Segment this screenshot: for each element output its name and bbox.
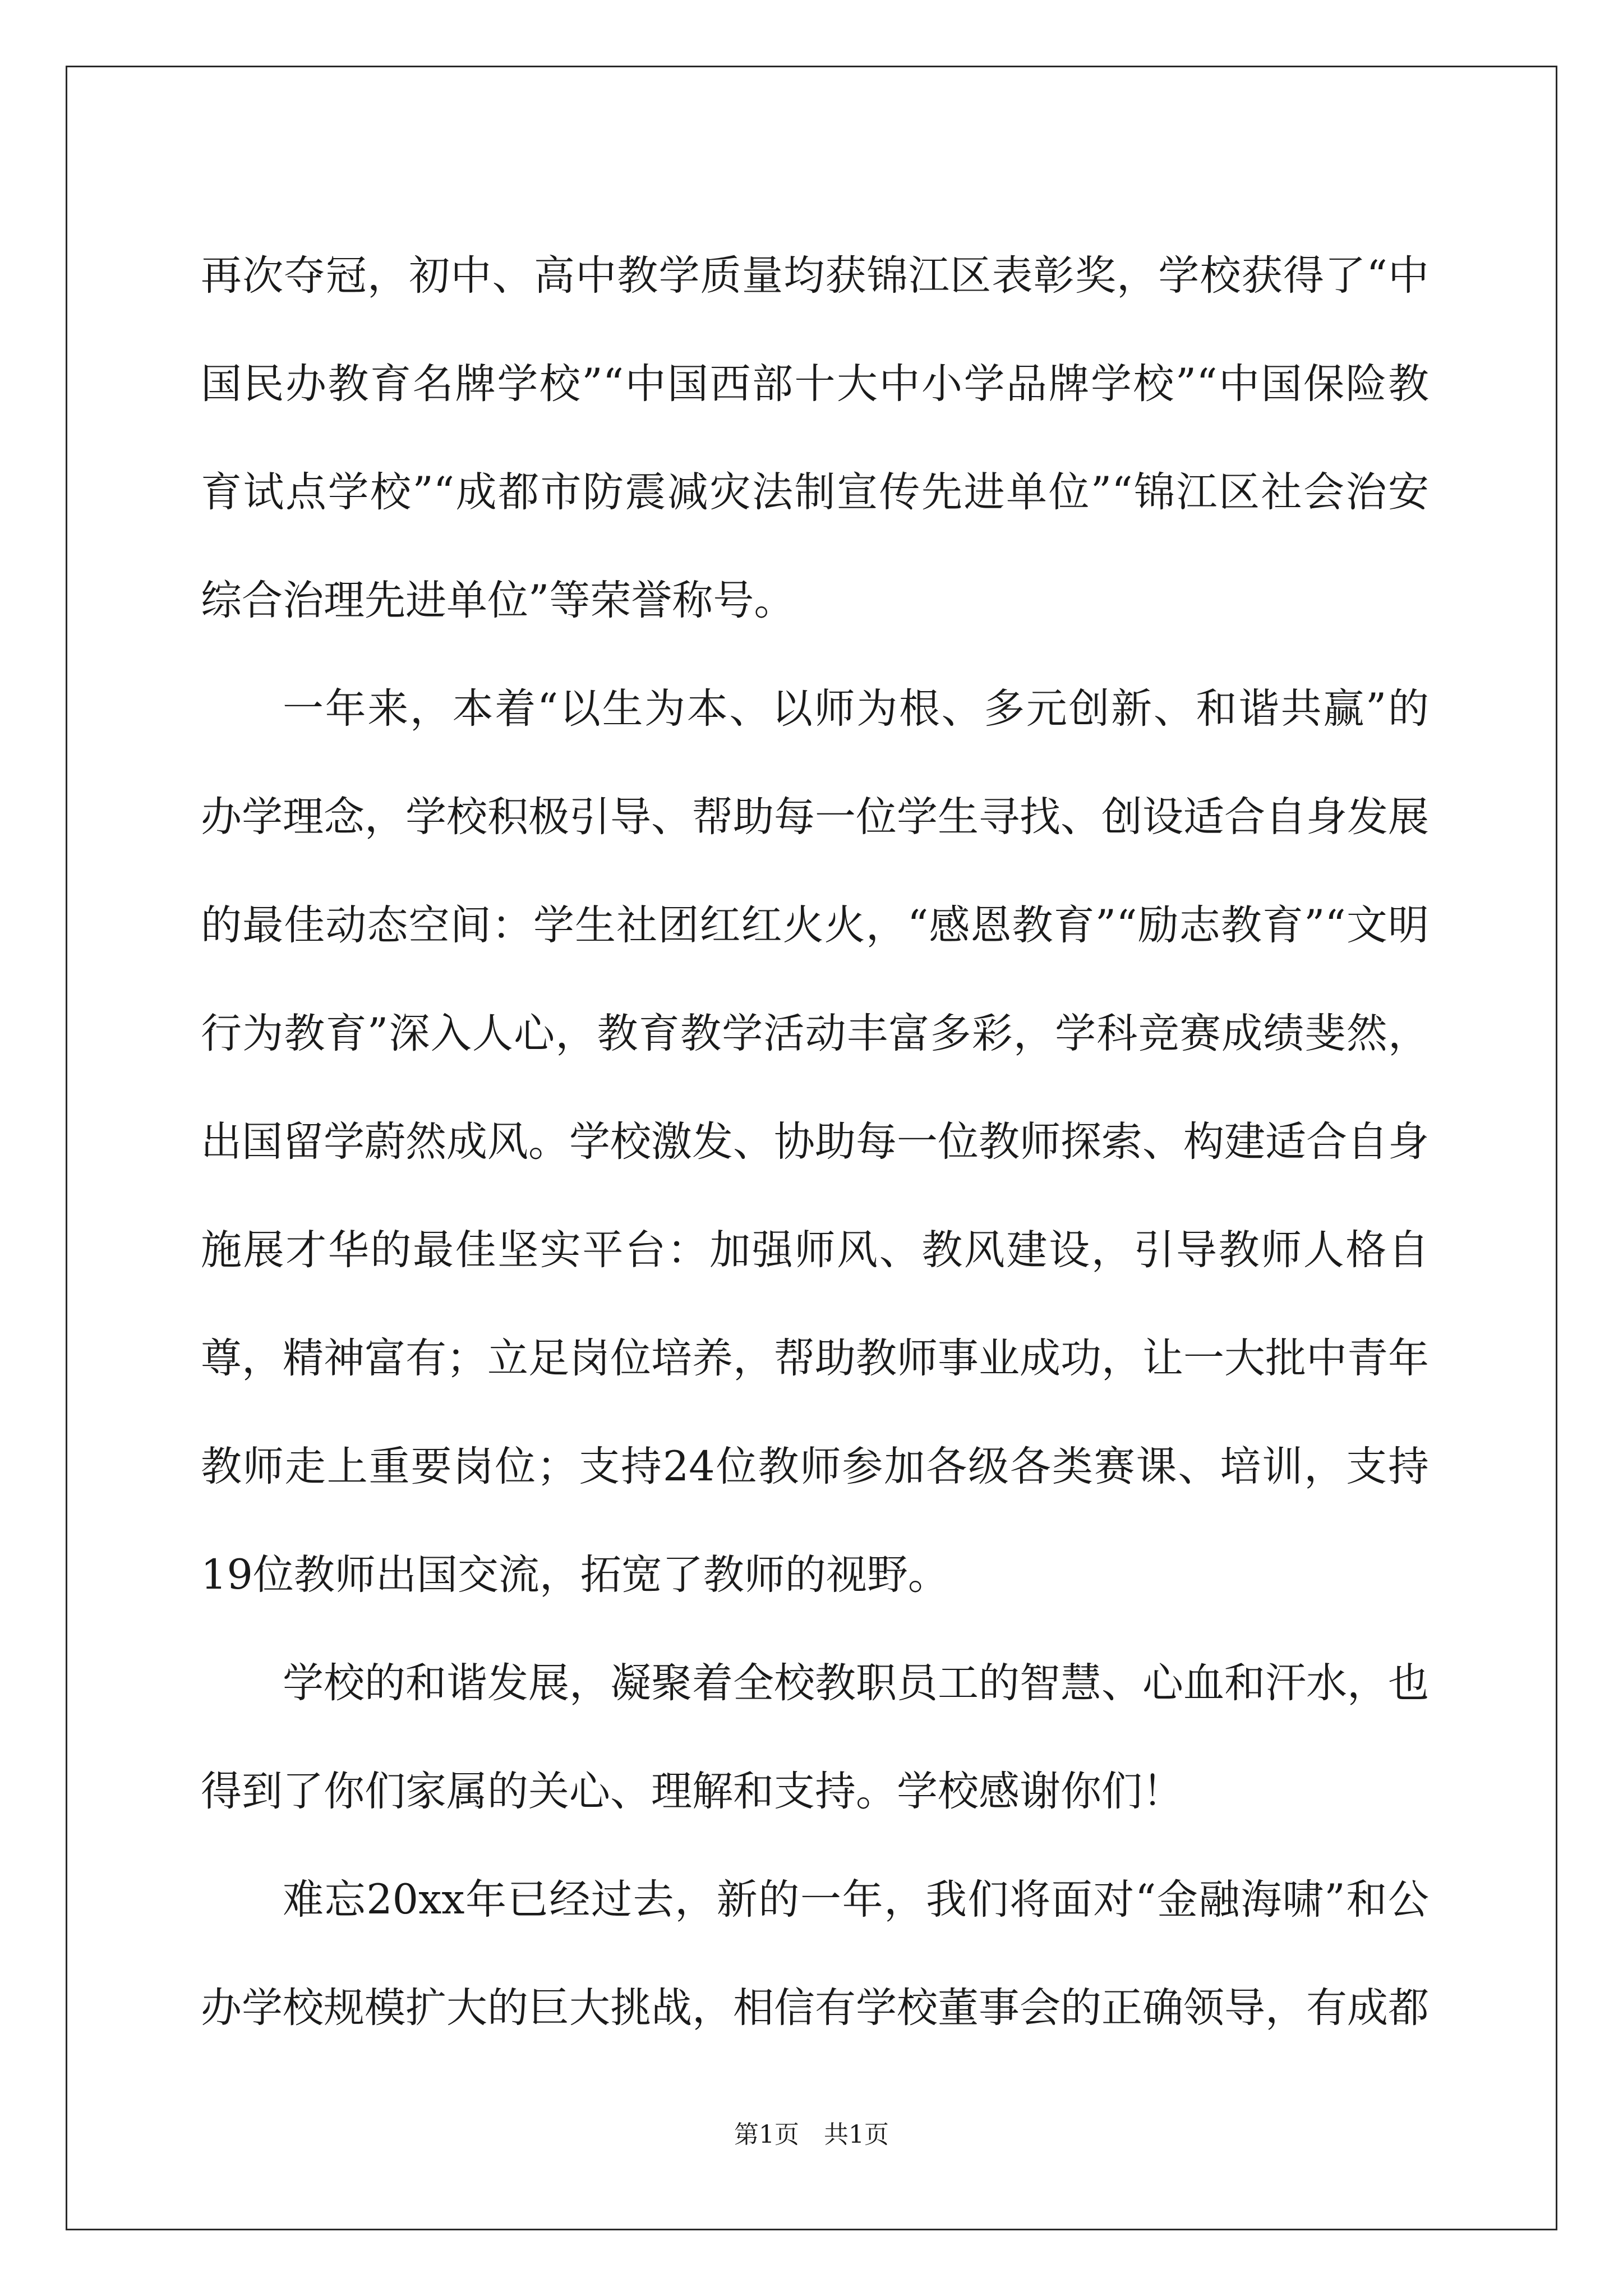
page-footer: 第1页 共1页 bbox=[734, 2120, 889, 2149]
paragraph-3: 学校的和谐发展，凝聚着全校教职员工的智慧、心血和汗水，也得到了你们家属的关心、理解和支持。学校感谢你们！ bbox=[201, 1659, 1429, 1815]
document-body bbox=[201, 222, 1429, 2062]
paragraph-1: 再次夺冠，初中、高中教学质量均获锦江区表彰奖，学校获得了“中国民办教育名牌学校”“中国西部十大中小学品牌学校”“中国保险教育试点学校”“成都市防震减灾法制宣传先进单位”“锦江区社会治安综合治理先进单位”等荣誉称号。 bbox=[201, 252, 1429, 624]
paragraph-2: 一年来，本着“以生为本、以师为根、多元创新、和谐共赢”的办学理念，学校积极引导、帮助每一位学生寻找、创设适合自身发展的最佳动态空间：学生社团红红火火，“感恩教育”“励志教育”“文明行为教育”深入人心，教育教学活动丰富多彩，学科竞赛成绩斐然，出国留学蔚然成风。学校激发、协助每一位教师探索、构建适合自身施展才华的最佳坚实平台：加强师风、教风建设，引导教师人格自尊，精神富有；立足岗位培养，帮助教师事业成功，让一大批中青年教师走上重要岗位；支持24位教师参加各级各类赛课、培训，支持19位教师出国交流，拓宽了教师的视野。 bbox=[201, 685, 1429, 1599]
paragraph-4: 难忘20xx年已经过去，新的一年，我们将面对“金融海啸”和公办学校规模扩大的巨大挑战，相信有学校董事会的正确领导，有成都 bbox=[201, 1876, 1429, 2032]
